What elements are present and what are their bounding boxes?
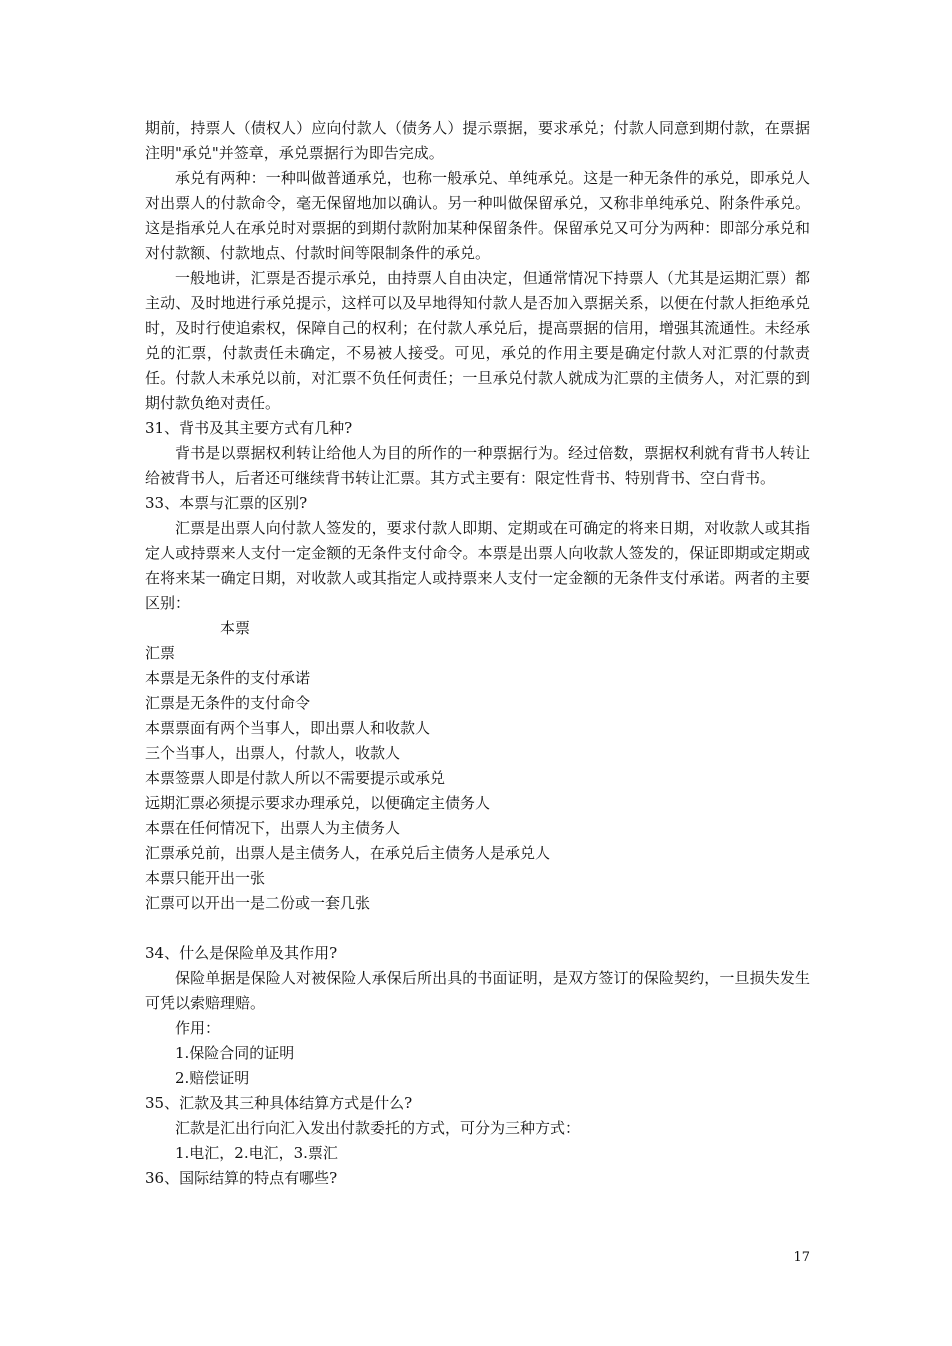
question-heading: 33、本票与汇票的区别? xyxy=(145,494,308,512)
question-heading: 31、背书及其主要方式有几种? xyxy=(145,419,353,437)
comparison-header-promissory: 本票 xyxy=(220,619,251,637)
paragraph: 期前，持票人（债权人）应向付款人（债务人）提示票据，要求承兑；付款人同意到期付款，在票据注明"承兑"并签章，承兑票据行为即告完成。 xyxy=(145,119,810,162)
question-heading: 36、国际结算的特点有哪些? xyxy=(145,1169,338,1187)
question-heading: 34、什么是保险单及其作用? xyxy=(145,944,338,962)
answer-paragraph: 汇款是汇出行向汇入发出付款委托的方式，可分为三种方式： xyxy=(175,1119,581,1137)
page-body xyxy=(145,116,810,1191)
comparison-line: 本票票面有两个当事人，即出票人和收款人 xyxy=(145,719,431,737)
paragraph: 一般地讲，汇票是否提示承兑，由持票人自由决定，但通常情况下持票人（尤其是运期汇票）都主动、及时地进行承兑提示，这样可以及早地得知付款人是否加入票据关系，以便在付款人拒绝承兑时，及时行使追索权，保障自己的权利；在付款人承兑后，提高票据的信用，增强其流通性。未经承兑的汇票，付款责任未确定，不易被人接受。可见，承兑的作用主要是确定付款人对汇票的付款责任。付款人未承兑以前，对汇票不负任何责任；一旦承兑付款人就成为汇票的主债务人，对汇票的到期付款负绝对责任。 xyxy=(145,269,810,412)
comparison-line: 本票在任何情况下，出票人为主债务人 xyxy=(145,819,401,837)
comparison-line: 本票是无条件的支付承诺 xyxy=(145,669,311,687)
answer-paragraph: 汇票是出票人向付款人签发的，要求付款人即期、定期或在可确定的将来日期，对收款人或其指定人或持票来人支付一定金额的无条件支付命令。本票是出票人向收款人签发的，保证即期或定期或在将来某一确定日期，对收款人或其指定人或持票来人支付一定金额的无条件支付承诺。两者的主要区别： xyxy=(145,519,810,612)
answer-label: 作用： xyxy=(175,1019,221,1037)
blank-line xyxy=(145,916,810,941)
comparison-header-bill: 汇票 xyxy=(145,644,176,662)
comparison-line: 汇票可以开出一是二份或一套几张 xyxy=(145,894,371,912)
answer-paragraph: 保险单据是保险人对被保险人承保后所出具的书面证明，是双方签订的保险契约，一旦损失发生可凭以索赔理赔。 xyxy=(145,969,810,1012)
list-item: 1.电汇，2.电汇，3.票汇 xyxy=(175,1144,338,1162)
page-number: 17 xyxy=(793,1250,810,1265)
comparison-line: 本票只能开出一张 xyxy=(145,869,266,887)
comparison-line: 汇票是无条件的支付命令 xyxy=(145,694,311,712)
list-item: 2.赔偿证明 xyxy=(175,1069,250,1087)
comparison-line: 远期汇票必须提示要求办理承兑，以便确定主债务人 xyxy=(145,794,491,812)
comparison-line: 汇票承兑前，出票人是主债务人，在承兑后主债务人是承兑人 xyxy=(145,844,551,862)
question-heading: 35、汇款及其三种具体结算方式是什么? xyxy=(145,1094,413,1112)
answer-paragraph: 背书是以票据权利转让给他人为目的所作的一种票据行为。经过倍数，票据权利就有背书人转让给被背书人，后者还可继续背书转让汇票。其方式主要有：限定性背书、特别背书、空白背书。 xyxy=(145,444,810,487)
comparison-line: 三个当事人，出票人，付款人，收款人 xyxy=(145,744,401,762)
comparison-line: 本票签票人即是付款人所以不需要提示或承兑 xyxy=(145,769,446,787)
paragraph: 承兑有两种：一种叫做普通承兑，也称一般承兑、单纯承兑。这是一种无条件的承兑，即承兑人对出票人的付款命令，毫无保留地加以确认。另一种叫做保留承兑，又称非单纯承兑、附条件承兑。这是指承兑人在承兑时对票据的到期付款附加某种保留条件。保留承兑又可分为两种：即部分承兑和对付款额、付款地点、付款时间等限制条件的承兑。 xyxy=(145,169,810,262)
list-item: 1.保险合同的证明 xyxy=(175,1044,295,1062)
